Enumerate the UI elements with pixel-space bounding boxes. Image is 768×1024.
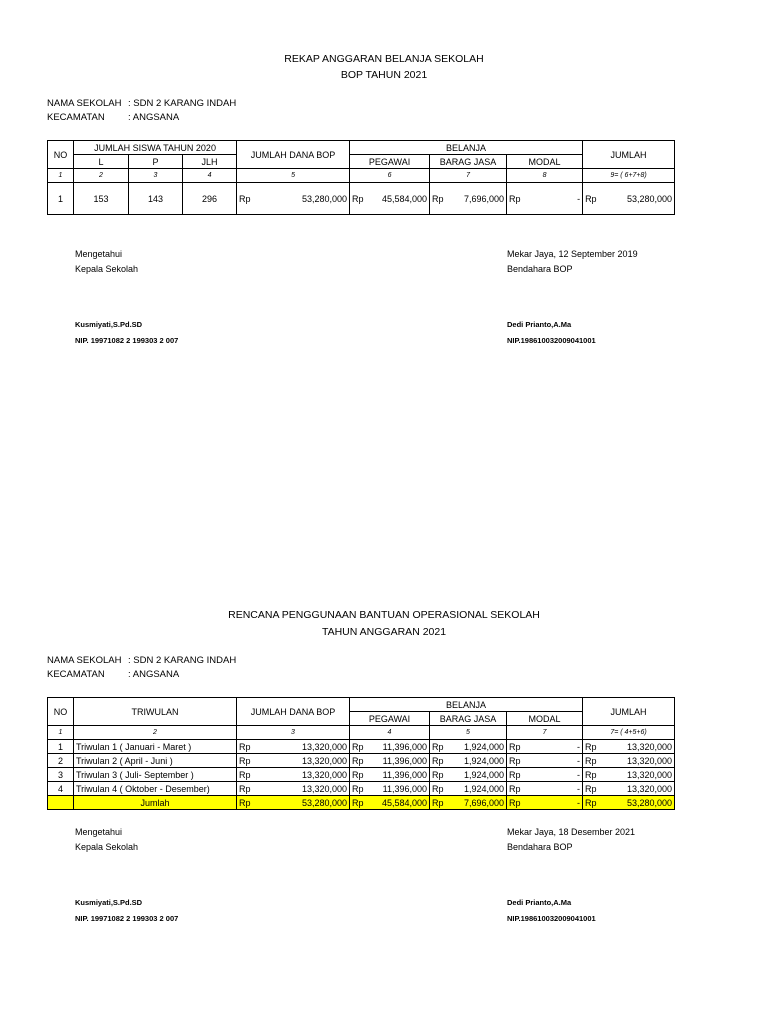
header-l: L — [74, 155, 129, 169]
rp-label: Rp — [239, 769, 251, 780]
signer-name: Kusmiyati,S.Pd.SD — [75, 898, 143, 907]
index-cell: 9= ( 6+7+8) — [583, 169, 675, 183]
rp-label: Rp — [585, 741, 597, 752]
district-value: : ANGSANA — [128, 669, 180, 680]
row-triwulan: Triwulan 1 ( Januari - Maret ) — [74, 740, 237, 754]
header-jumlah-siswa: JUMLAH SISWA TAHUN 2020 — [74, 141, 237, 155]
signer-name: Dedi Prianto,A.Ma — [507, 898, 572, 907]
table-row — [48, 183, 675, 215]
district-label: KECAMATAN — [47, 669, 105, 680]
rp-label: Rp — [432, 797, 444, 808]
rp-label: Rp — [432, 755, 444, 766]
index-cell: 3 — [237, 726, 350, 740]
rp-label: Rp — [239, 797, 251, 808]
amount: - — [577, 769, 581, 780]
table-row — [48, 754, 675, 768]
row-no: 1 — [48, 183, 74, 215]
row-dana — [237, 183, 350, 215]
rp-label: Rp — [239, 755, 251, 766]
sign-mengetahui: Mengetahui — [75, 827, 123, 837]
row-dana — [237, 782, 350, 796]
amount: 13,320,000 — [301, 769, 347, 780]
total-barang — [430, 796, 507, 810]
rp-label: Rp — [432, 741, 444, 752]
amount: 13,320,000 — [301, 755, 347, 766]
amount: 1,924,000 — [463, 769, 504, 780]
row-barang — [430, 782, 507, 796]
rp-label: Rp — [352, 783, 364, 794]
amount: 1,924,000 — [463, 783, 504, 794]
amount: 45,584,000 — [381, 797, 427, 808]
rp-label: Rp — [585, 797, 597, 808]
sign-date: Mekar Jaya, 12 September 2019 — [507, 249, 638, 259]
amount: 13,320,000 — [626, 769, 673, 780]
total-label: Jumlah — [74, 796, 237, 810]
rp-label: Rp — [432, 193, 444, 204]
row-barang — [430, 183, 507, 215]
row-dana — [237, 740, 350, 754]
signer-name: Kusmiyati,S.Pd.SD — [75, 320, 143, 329]
row-no: 2 — [48, 754, 74, 768]
sign-role: Bendahara BOP — [507, 264, 573, 274]
header-jumlah: JUMLAH — [583, 141, 675, 169]
rp-label: Rp — [509, 769, 521, 780]
index-cell: 7= ( 4+5+6) — [583, 726, 675, 740]
header-belanja: BELANJA — [350, 698, 583, 712]
sign-mengetahui: Mengetahui — [75, 249, 123, 259]
rencana-sign-right — [507, 825, 635, 855]
row-jumlah — [583, 740, 675, 754]
row-modal — [507, 782, 583, 796]
row-triwulan: Triwulan 4 ( Oktober - Desember) — [74, 782, 237, 796]
rekap-sign-left — [75, 247, 138, 277]
index-cell: 5 — [237, 169, 350, 183]
rp-label: Rp — [585, 193, 597, 204]
index-cell: 2 — [74, 726, 237, 740]
row-no: 1 — [48, 740, 74, 754]
row-barang — [430, 740, 507, 754]
amount: 11,396,000 — [382, 783, 427, 794]
rp-label: Rp — [352, 741, 364, 752]
amount: 11,396,000 — [382, 755, 427, 766]
rp-label: Rp — [352, 193, 364, 204]
row-dana — [237, 754, 350, 768]
total-jumlah — [583, 796, 675, 810]
index-cell: 2 — [74, 169, 129, 183]
row-triwulan: Triwulan 3 ( Juli- September ) — [74, 768, 237, 782]
signer-nip: NIP.198610032009041001 — [507, 336, 596, 345]
index-cell: 8 — [507, 169, 583, 183]
amount: 13,320,000 — [626, 755, 673, 766]
amount: - — [577, 797, 581, 808]
signer-nip: NIP. 19971082 2 199303 2 007 — [75, 914, 179, 923]
index-cell: 7 — [507, 726, 583, 740]
header-barang-jasa: BARAG JASA — [430, 155, 507, 169]
amount: 53,280,000 — [301, 193, 348, 204]
index-cell: 1 — [48, 169, 74, 183]
amount: 1,924,000 — [463, 755, 504, 766]
rp-label: Rp — [509, 783, 521, 794]
index-cell: 3 — [129, 169, 183, 183]
rp-label: Rp — [585, 769, 597, 780]
rencana-school-info — [47, 654, 236, 682]
amount: 11,396,000 — [382, 741, 427, 752]
school-label: NAMA SEKOLAH — [47, 655, 122, 666]
rp-label: Rp — [509, 741, 521, 752]
total-dana — [237, 796, 350, 810]
rp-label: Rp — [352, 797, 364, 808]
table-row — [48, 782, 675, 796]
index-cell: 4 — [350, 726, 430, 740]
header-p: P — [129, 155, 183, 169]
header-jumlah: JUMLAH — [583, 698, 675, 726]
amount: 45,584,000 — [381, 193, 428, 204]
total-no — [48, 796, 74, 810]
rp-label: Rp — [509, 193, 521, 204]
row-p: 143 — [129, 183, 183, 215]
row-triwulan: Triwulan 2 ( April - Juni ) — [74, 754, 237, 768]
amount: 13,320,000 — [301, 741, 347, 752]
rencana-table — [47, 697, 675, 810]
table-row — [48, 768, 675, 782]
rencana-title: RENCANA PENGGUNAAN BANTUAN OPERASIONAL SEKOLAH — [228, 609, 540, 621]
rp-label: Rp — [239, 783, 251, 794]
amount: 7,696,000 — [463, 193, 505, 204]
amount: 7,696,000 — [463, 797, 504, 808]
table-row — [48, 740, 675, 754]
header-dana-bop: JUMLAH DANA BOP — [237, 141, 350, 169]
row-l: 153 — [74, 183, 129, 215]
rp-label: Rp — [432, 769, 444, 780]
signer-nip: NIP. 19971082 2 199303 2 007 — [75, 336, 179, 345]
header-modal: MODAL — [507, 155, 583, 169]
header-belanja: BELANJA — [350, 141, 583, 155]
row-modal — [507, 768, 583, 782]
total-row — [48, 796, 675, 810]
amount: 53,280,000 — [301, 797, 347, 808]
rp-label: Rp — [239, 193, 251, 204]
rencana-sign-left — [75, 825, 138, 855]
amount: - — [577, 783, 581, 794]
row-dana — [237, 768, 350, 782]
rekap-sign-right — [507, 247, 638, 277]
amount: 13,320,000 — [301, 783, 347, 794]
rencana-signer-left — [75, 895, 178, 927]
row-jumlah — [583, 768, 675, 782]
amount: 11,396,000 — [382, 769, 427, 780]
index-cell: 1 — [48, 726, 74, 740]
rekap-signer-left — [75, 317, 178, 349]
sign-role: Kepala Sekolah — [75, 842, 139, 852]
amount: 1,924,000 — [463, 741, 504, 752]
row-barang — [430, 754, 507, 768]
index-cell: 6 — [350, 169, 430, 183]
row-jumlah — [583, 754, 675, 768]
amount: 53,280,000 — [627, 193, 673, 204]
row-jlh: 296 — [183, 183, 237, 215]
rp-label: Rp — [509, 755, 521, 766]
row-jumlah — [583, 183, 675, 215]
amount: - — [577, 193, 581, 204]
row-modal — [507, 754, 583, 768]
row-modal — [507, 183, 583, 215]
row-pegawai — [350, 754, 430, 768]
rekap-table — [47, 140, 675, 215]
row-jumlah — [583, 782, 675, 796]
rp-label: Rp — [585, 755, 597, 766]
header-pegawai: PEGAWAI — [350, 155, 430, 169]
index-cell: 7 — [430, 169, 507, 183]
header-barang-jasa: BARAG JASA — [430, 712, 507, 726]
school-label: NAMA SEKOLAH — [47, 98, 122, 109]
rp-label: Rp — [432, 783, 444, 794]
index-cell: 5 — [430, 726, 507, 740]
index-cell: 4 — [183, 169, 237, 183]
sign-date: Mekar Jaya, 18 Desember 2021 — [507, 827, 636, 837]
total-pegawai — [350, 796, 430, 810]
rp-label: Rp — [585, 783, 597, 794]
signer-nip: NIP.198610032009041001 — [507, 914, 596, 923]
rekap-school-info — [47, 97, 236, 125]
rekap-subtitle: BOP TAHUN 2021 — [340, 69, 428, 81]
rekap-title: REKAP ANGGARAN BELANJA SEKOLAH — [284, 53, 484, 65]
row-pegawai — [350, 183, 430, 215]
header-no: NO — [48, 698, 74, 726]
signer-name: Dedi Prianto,A.Ma — [507, 320, 572, 329]
rencana-subtitle: TAHUN ANGGARAN 2021 — [321, 626, 447, 638]
rencana-signer-right — [507, 895, 596, 927]
total-modal — [507, 796, 583, 810]
amount: - — [577, 755, 581, 766]
header-modal: MODAL — [507, 712, 583, 726]
row-pegawai — [350, 782, 430, 796]
row-modal — [507, 740, 583, 754]
row-no: 4 — [48, 782, 74, 796]
rp-label: Rp — [352, 755, 364, 766]
header-dana-bop: JUMLAH DANA BOP — [237, 698, 350, 726]
amount: 13,320,000 — [626, 741, 673, 752]
rekap-signer-right — [507, 317, 596, 349]
header-no: NO — [48, 141, 74, 169]
header-jlh: JLH — [183, 155, 237, 169]
amount: 53,280,000 — [626, 797, 673, 808]
rp-label: Rp — [239, 741, 251, 752]
rp-label: Rp — [509, 797, 521, 808]
school-value: : SDN 2 KARANG INDAH — [128, 655, 237, 666]
row-pegawai — [350, 740, 430, 754]
district-label: KECAMATAN — [47, 112, 105, 123]
amount: - — [577, 741, 581, 752]
row-no: 3 — [48, 768, 74, 782]
sign-role: Bendahara BOP — [507, 842, 573, 852]
row-barang — [430, 768, 507, 782]
row-pegawai — [350, 768, 430, 782]
district-value: : ANGSANA — [128, 112, 180, 123]
header-pegawai: PEGAWAI — [350, 712, 430, 726]
header-triwulan: TRIWULAN — [74, 698, 237, 726]
school-value: : SDN 2 KARANG INDAH — [128, 98, 237, 109]
rp-label: Rp — [352, 769, 364, 780]
amount: 13,320,000 — [626, 783, 673, 794]
sign-role: Kepala Sekolah — [75, 264, 139, 274]
